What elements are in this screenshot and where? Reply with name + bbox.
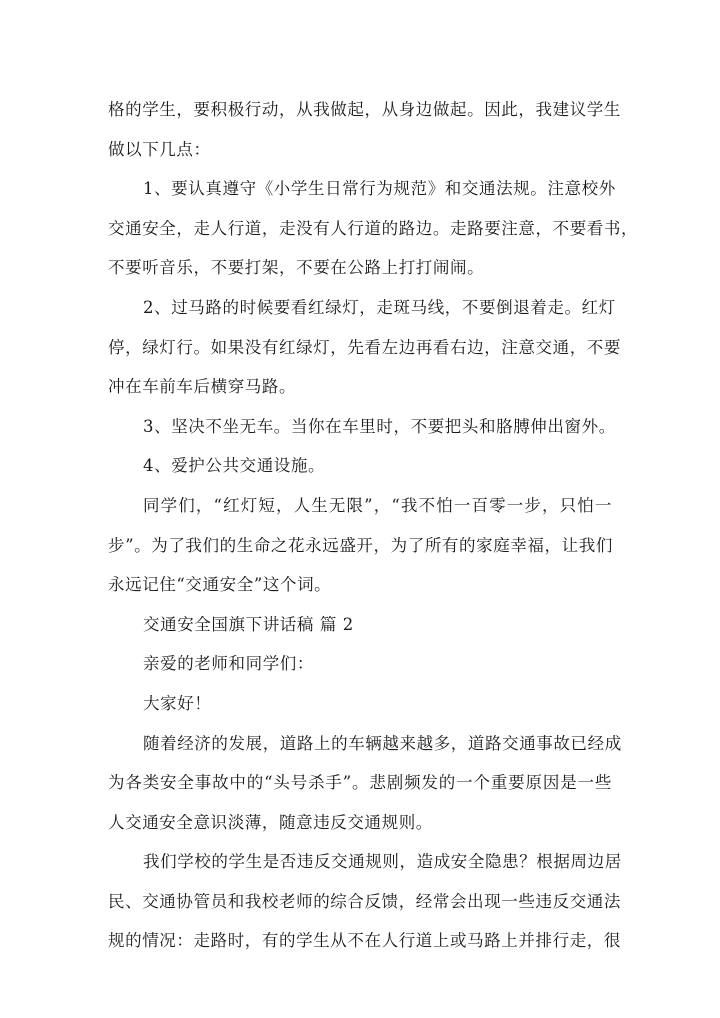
text-line: 3、坚决不坐无车。当你在车里时，不要把头和胳膊伸出窗外。	[143, 416, 616, 436]
text-line: 民、交通协管员和我校老师的综合反馈，经常会出现一些违反交通法	[108, 891, 621, 911]
text-line: 格的学生，要积极行动，从我做起，从身边做起。因此，我建议学生	[108, 100, 621, 119]
section-heading: 交通安全国旗下讲话稿 篇 2	[143, 614, 354, 634]
text-line: 随着经济的发展，道路上的车辆越来越多，道路交通事故已经成	[143, 733, 622, 753]
text-line: 同学们，“红灯短，人生无限”，“我不怕一百零一步，只怕一	[143, 495, 612, 515]
greeting: 大家好！	[143, 693, 212, 713]
text-line: 冲在车前车后横穿马路。	[108, 377, 297, 397]
text-line: 不要听音乐，不要打架，不要在公路上打打闹闹。	[108, 258, 485, 278]
text-line: 我们学校的学生是否违反交通规则，造成安全隐患？根据周边居	[143, 852, 622, 872]
text-line: 1、要认真遵守《小学生日常行为规范》和交通法规。注意校外	[143, 179, 616, 199]
text-line: 停，绿灯行。如果没有红绿灯，先看左边再看右边，注意交通，不要	[108, 337, 621, 357]
salutation: 亲爱的老师和同学们：	[143, 654, 314, 674]
text-line: 人交通安全意识淡薄，随意违反交通规则。	[108, 812, 433, 832]
text-line: 永远记住“交通安全”这个词。	[108, 575, 332, 595]
text-line: 为各类安全事故中的“头号杀手”。悲剧频发的一个重要原因是一些	[108, 773, 612, 793]
text-line: 步”。为了我们的生命之花永远盛开，为了所有的家庭幸福，让我们	[108, 535, 613, 555]
text-line: 4、爱护公共交通设施。	[143, 456, 326, 476]
text-line: 交通安全，走人行道，走没有人行道的路边。走路要注意，不要看书，	[108, 218, 639, 238]
body-text	[108, 90, 639, 961]
text-line: 做以下几点：	[108, 139, 211, 159]
text-line: 规的情况：走路时，有的学生从不在人行道上或马路上并排行走，很	[108, 931, 621, 951]
text-line: 2、过马路的时候要看红绿灯，走斑马线，不要倒退着走。红灯	[143, 297, 616, 317]
